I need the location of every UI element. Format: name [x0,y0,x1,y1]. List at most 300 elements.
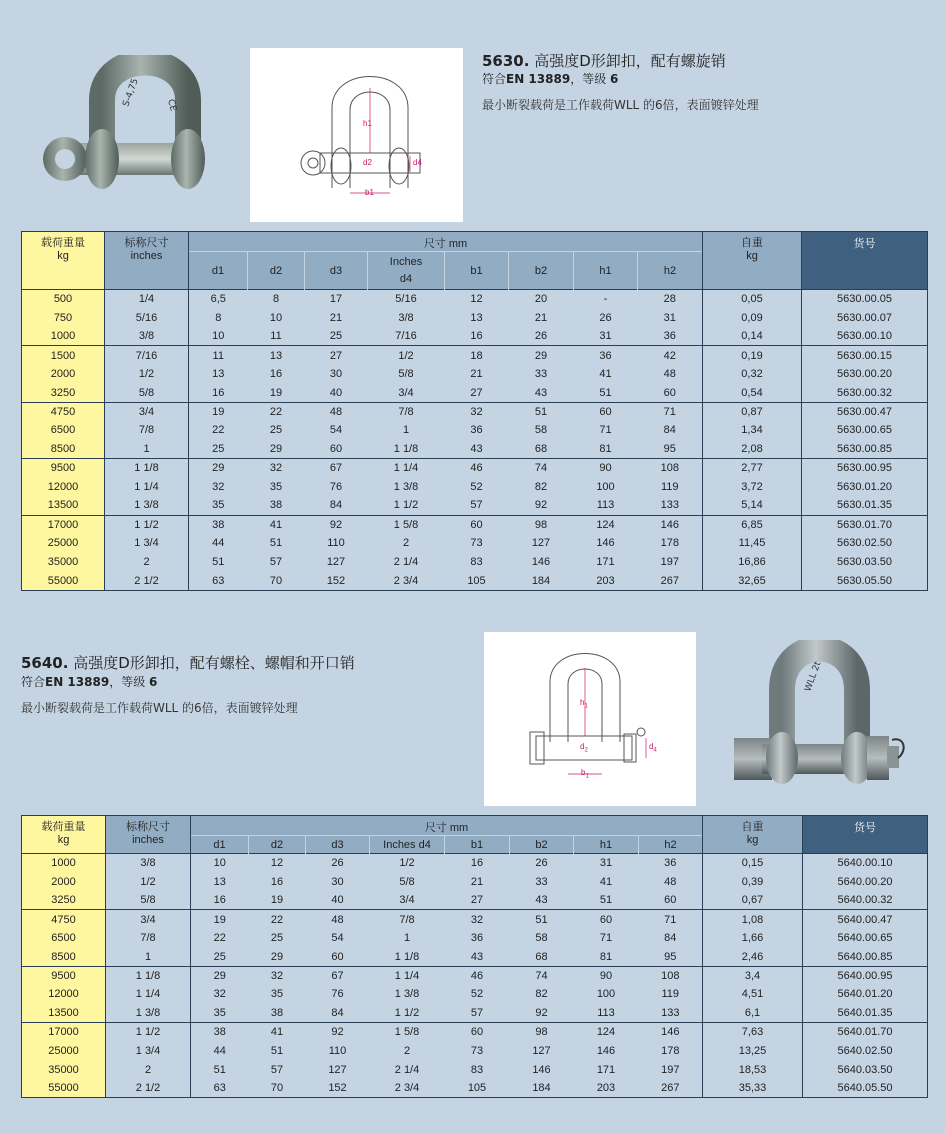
cell-d4: 1 1/8 [370,947,445,966]
cell-weight: 16,86 [703,553,802,572]
cell-nominal: 5/16 [105,308,189,327]
cell-h1: 90 [574,459,638,478]
cell-b1: 73 [445,534,509,553]
cell-d1: 16 [189,383,248,402]
cell-d2: 10 [248,308,305,327]
cell-h2: 108 [639,966,703,985]
cell-d4: 1 [368,421,445,440]
cell-d1: 29 [189,459,248,478]
label-h1 [580,698,588,710]
cell-code: 5630.00.85 [802,440,928,459]
cell-d1: 63 [189,571,248,590]
cell-d1: 32 [189,477,248,496]
cell-h2: 60 [638,383,703,402]
cell-weight: 0,32 [703,365,802,384]
label-d2 [580,742,588,754]
cell-d2: 70 [249,1079,306,1098]
cell-b2: 74 [509,459,574,478]
cell-load: 500 [22,290,105,309]
cell-d1: 38 [189,515,248,534]
header-d4 [368,252,445,290]
label-h1: h1 [363,119,372,128]
cell-weight: 11,45 [703,534,802,553]
cell-d3: 60 [305,440,368,459]
cell-h1: 100 [574,985,639,1004]
header-b1: b1 [445,836,510,854]
cell-b2: 43 [509,383,574,402]
header-d1: d1 [191,836,249,854]
cell-code: 5630.00.65 [802,421,928,440]
table-row [22,553,928,572]
header-b2: b2 [510,836,574,854]
table-row [22,872,928,891]
cell-nominal: 3/4 [105,402,189,421]
cell-d1: 8 [189,308,248,327]
cell-nominal: 1/4 [105,290,189,309]
cell-b2: 98 [509,515,574,534]
cell-d4: 3/8 [368,308,445,327]
cell-code: 5630.00.32 [802,383,928,402]
cell-b1: 16 [445,854,510,873]
cell-d3: 67 [305,459,368,478]
header-b2: b2 [509,252,574,290]
cell-d3: 25 [305,327,368,346]
cell-b2: 29 [509,346,574,365]
cell-load: 35000 [22,1060,106,1079]
cell-h2: 119 [639,985,703,1004]
table-row [22,854,928,873]
cell-b2: 82 [509,477,574,496]
header-d3: d3 [305,252,368,290]
cell-load: 35000 [22,553,105,572]
cell-load: 12000 [22,477,105,496]
cell-d1: 13 [191,872,249,891]
label-b1: b1 [365,188,374,197]
cell-h1: 41 [574,872,639,891]
product-number: 5630. [482,52,530,70]
cell-load: 750 [22,308,105,327]
cell-h1: 51 [574,383,638,402]
cell-b2: 51 [510,910,574,929]
cell-d4: 7/16 [368,327,445,346]
cell-h1: 41 [574,365,638,384]
product-number: 5640. [21,654,69,672]
cell-b2: 58 [510,929,574,948]
cell-d3: 92 [306,1023,370,1042]
cell-weight: 7,63 [703,1023,803,1042]
cell-b1: 105 [445,571,509,590]
cell-nominal: 1/2 [105,365,189,384]
svg-text:CE: CE [165,98,178,113]
standard-prefix: 符合 [482,72,507,86]
table-row [22,459,928,478]
cell-load: 4750 [22,910,106,929]
cell-d3: 110 [305,534,368,553]
header-h2: h2 [639,836,703,854]
cell-nominal: 1 [105,440,189,459]
cell-load: 1500 [22,346,105,365]
table-row [22,571,928,590]
cell-b2: 58 [509,421,574,440]
svg-text:S-4,75: S-4,75 [121,77,141,109]
label-d4-sub: 4 [653,747,657,754]
cell-nominal: 1 [106,947,191,966]
cell-h1: 203 [574,1079,639,1098]
cell-d1: 51 [189,553,248,572]
cell-nominal: 3/4 [106,910,191,929]
cell-b2: 146 [510,1060,574,1079]
cell-d2: 70 [248,571,305,590]
cell-d4: 3/4 [370,891,445,910]
cell-nominal: 5/8 [105,383,189,402]
cell-d3: 67 [306,966,370,985]
cell-b2: 33 [509,365,574,384]
table-row [22,929,928,948]
cell-d1: 19 [191,910,249,929]
cell-b2: 146 [509,553,574,572]
cell-b2: 21 [509,308,574,327]
cell-nominal: 2 [105,553,189,572]
cell-h2: 71 [638,402,703,421]
cell-d4: 2 1/4 [370,1060,445,1079]
drawing-lines [250,48,463,222]
cell-d1: 29 [191,966,249,985]
cell-code: 5640.00.65 [803,929,928,948]
table-row [22,891,928,910]
cell-nominal: 2 1/2 [106,1079,191,1098]
cell-b1: 27 [445,891,510,910]
cell-code: 5630.03.50 [802,553,928,572]
standard-line [482,70,618,87]
cell-d1: 10 [189,327,248,346]
cell-d4: 1 5/8 [368,515,445,534]
cell-b1: 46 [445,966,510,985]
cell-b1: 36 [445,421,509,440]
header-weight-label: 自重 [741,821,764,833]
cell-load: 4750 [22,402,105,421]
table-row [22,402,928,421]
cell-d3: 17 [305,290,368,309]
cell-b1: 21 [445,872,510,891]
cell-d1: 22 [191,929,249,948]
table-row [22,308,928,327]
drawing-lines [484,632,696,806]
grade-prefix: ，等级 [570,72,607,86]
table-row [22,477,928,496]
cell-weight: 1,34 [703,421,802,440]
cell-b1: 27 [445,383,509,402]
cell-load: 8500 [22,440,105,459]
cell-d4: 1 1/2 [368,496,445,515]
cell-d3: 76 [305,477,368,496]
cell-weight: 1,08 [703,910,803,929]
table-row [22,1041,928,1060]
cell-h1: 31 [574,854,639,873]
cell-d2: 12 [249,854,306,873]
cell-load: 3250 [22,891,106,910]
cell-b1: 52 [445,985,510,1004]
header-d2: d2 [248,252,305,290]
table-row [22,515,928,534]
cell-b1: 73 [445,1041,510,1060]
label-b1 [581,768,589,780]
product-description: 最小断裂载荷是工作载荷WLL 的6倍，表面镀锌处理 [21,701,298,715]
table-row [22,910,928,929]
standard-code: EN 13889 [506,72,571,86]
table-row [22,1060,928,1079]
cell-b1: 32 [445,402,509,421]
cell-load: 17000 [22,515,105,534]
cell-d2: 8 [248,290,305,309]
cell-load: 2000 [22,365,105,384]
label-d4-letter: d [649,742,654,751]
cell-nominal: 1 3/8 [106,1004,191,1023]
cell-nominal: 3/8 [106,854,191,873]
cell-load: 25000 [22,534,105,553]
cell-code: 5640.01.35 [803,1004,928,1023]
shackle-screw-pin-photo [30,55,205,215]
cell-nominal: 1 1/2 [105,515,189,534]
cell-code: 5640.02.50 [803,1041,928,1060]
cell-b2: 92 [509,496,574,515]
cell-d4: 1/2 [370,854,445,873]
cell-code: 5630.02.50 [802,534,928,553]
cell-b1: 83 [445,1060,510,1079]
cell-code: 5640.00.10 [803,854,928,873]
cell-weight: 0,19 [703,346,802,365]
cell-b1: 60 [445,515,509,534]
cell-d4: 1 1/4 [368,459,445,478]
cell-b1: 18 [445,346,509,365]
cell-b2: 98 [510,1023,574,1042]
cell-d3: 48 [306,910,370,929]
cell-load: 8500 [22,947,106,966]
header-load [22,816,106,854]
shackle-dimension-drawing [250,48,463,222]
cell-h1: 171 [574,553,638,572]
cell-d1: 32 [191,985,249,1004]
header-d3: d3 [306,836,370,854]
cell-weight: 5,14 [703,496,802,515]
cell-nominal: 7/8 [105,421,189,440]
cell-d3: 84 [306,1004,370,1023]
table-row [22,440,928,459]
cell-code: 5630.01.70 [802,515,928,534]
cell-code: 5630.00.05 [802,290,928,309]
grade-prefix: ，等级 [109,675,146,689]
cell-b1: 16 [445,327,509,346]
cell-h2: 178 [639,1041,703,1060]
cell-weight: 0,67 [703,891,803,910]
label-d2: d2 [363,158,372,167]
cell-h1: 26 [574,308,638,327]
cell-load: 13500 [22,496,105,515]
cell-d1: 35 [189,496,248,515]
cell-d2: 16 [249,872,306,891]
header-nominal-unit: inches [130,250,163,262]
cell-d4: 1 1/4 [370,966,445,985]
cell-d2: 41 [248,515,305,534]
cell-weight: 4,51 [703,985,803,1004]
cell-b2: 43 [510,891,574,910]
product-title: 高强度D形卸扣，配有螺栓、螺帽和开口销 [73,654,355,672]
cell-d1: 19 [189,402,248,421]
cell-d4: 1 1/2 [370,1004,445,1023]
cell-weight: 1,66 [703,929,803,948]
cell-h2: 28 [638,290,703,309]
cell-code: 5630.00.47 [802,402,928,421]
cell-h2: 36 [639,854,703,873]
product-title: 高强度D形卸扣，配有螺旋销 [534,52,726,70]
cell-load: 2000 [22,872,106,891]
svg-text:WLL 2t: WLL 2t [803,660,824,694]
header-weight-label: 自重 [741,237,764,249]
cell-nominal: 1 3/4 [106,1041,191,1060]
cell-d2: 29 [248,440,305,459]
cell-h2: 146 [639,1023,703,1042]
cell-d1: 13 [189,365,248,384]
table-row [22,327,928,346]
cell-weight: 0,15 [703,854,803,873]
cell-d2: 35 [248,477,305,496]
cell-b2: 74 [510,966,574,985]
cell-d3: 30 [305,365,368,384]
cell-code: 5630.00.10 [802,327,928,346]
cell-d1: 10 [191,854,249,873]
cell-d3: 60 [306,947,370,966]
header-dimensions: 尺寸 mm [191,816,703,836]
cell-h2: 133 [638,496,703,515]
table-row [22,496,928,515]
cell-d2: 19 [249,891,306,910]
cell-b1: 46 [445,459,509,478]
cell-weight: 0,14 [703,327,802,346]
cell-d4: 2 3/4 [370,1079,445,1098]
section-title-5630 [482,50,726,71]
cell-load: 55000 [22,1079,106,1098]
cell-d2: 35 [249,985,306,1004]
standard-code: EN 13889 [45,675,110,689]
cell-b1: 21 [445,365,509,384]
header-nominal-label: 标称尺寸 [126,821,170,833]
cell-b1: 83 [445,553,509,572]
header-load-unit: kg [57,250,69,262]
cell-weight: 18,53 [703,1060,803,1079]
cell-nominal: 1 1/4 [106,985,191,1004]
cell-h1: 60 [574,910,639,929]
cell-h2: 146 [638,515,703,534]
cell-d1: 44 [191,1041,249,1060]
cell-d2: 38 [248,496,305,515]
cell-b2: 68 [509,440,574,459]
cell-weight: 3,4 [703,966,803,985]
cell-h1: 36 [574,346,638,365]
table-row [22,346,928,365]
cell-d4: 1 3/8 [368,477,445,496]
cell-d1: 35 [191,1004,249,1023]
cell-h2: 36 [638,327,703,346]
label-d2-sub: 2 [584,747,588,754]
cell-d3: 40 [305,383,368,402]
cell-h2: 95 [639,947,703,966]
cell-code: 5640.00.95 [803,966,928,985]
cell-d3: 26 [306,854,370,873]
cell-weight: 13,25 [703,1041,803,1060]
cell-b1: 36 [445,929,510,948]
shackle-bolt-dimension-drawing [484,632,696,806]
cell-d4: 3/4 [368,383,445,402]
cell-load: 6500 [22,421,105,440]
cell-weight: 2,77 [703,459,802,478]
cell-d1: 16 [191,891,249,910]
cell-d4: 1 3/8 [370,985,445,1004]
cell-h2: 178 [638,534,703,553]
cell-d4: 2 3/4 [368,571,445,590]
cell-h2: 60 [639,891,703,910]
standard-prefix: 符合 [21,675,46,689]
header-d4-label: d4 [399,272,413,285]
header-weight [703,816,803,854]
cell-b2: 127 [509,534,574,553]
header-load [22,232,105,290]
header-h1: h1 [574,836,639,854]
cell-h1: 90 [574,966,639,985]
section-title-5640 [21,652,355,673]
cell-h2: 267 [638,571,703,590]
cell-code: 5640.03.50 [803,1060,928,1079]
cell-b1: 57 [445,1004,510,1023]
cell-d4: 2 1/4 [368,553,445,572]
cell-load: 3250 [22,383,105,402]
cell-d2: 19 [248,383,305,402]
header-code: 货号 [802,232,928,290]
cell-d3: 92 [305,515,368,534]
header-b1: b1 [445,252,509,290]
label-h1-sub: 1 [584,703,588,710]
cell-b2: 184 [510,1079,574,1098]
cell-d4: 5/8 [368,365,445,384]
cell-d2: 57 [248,553,305,572]
cell-code: 5640.00.85 [803,947,928,966]
cell-h2: 197 [638,553,703,572]
cell-d3: 54 [306,929,370,948]
cell-h1: 81 [574,440,638,459]
header-weight-unit: kg [746,250,758,262]
cell-code: 5640.05.50 [803,1079,928,1098]
cell-d4: 7/8 [368,402,445,421]
cell-code: 5630.00.20 [802,365,928,384]
cell-nominal: 1 1/4 [105,477,189,496]
table-row [22,290,928,309]
cell-b1: 57 [445,496,509,515]
cell-d1: 25 [191,947,249,966]
cell-h2: 84 [638,421,703,440]
cell-nominal: 7/16 [105,346,189,365]
cell-d2: 51 [248,534,305,553]
cell-d1: 11 [189,346,248,365]
table-row [22,947,928,966]
cell-d2: 51 [249,1041,306,1060]
cell-d2: 38 [249,1004,306,1023]
cell-h2: 84 [639,929,703,948]
cell-nominal: 1 3/4 [105,534,189,553]
cell-d3: 27 [305,346,368,365]
cell-h2: 71 [639,910,703,929]
cell-d2: 57 [249,1060,306,1079]
table-row [22,1023,928,1042]
cell-code: 5640.00.47 [803,910,928,929]
header-d4: Inches d4 [370,836,445,854]
